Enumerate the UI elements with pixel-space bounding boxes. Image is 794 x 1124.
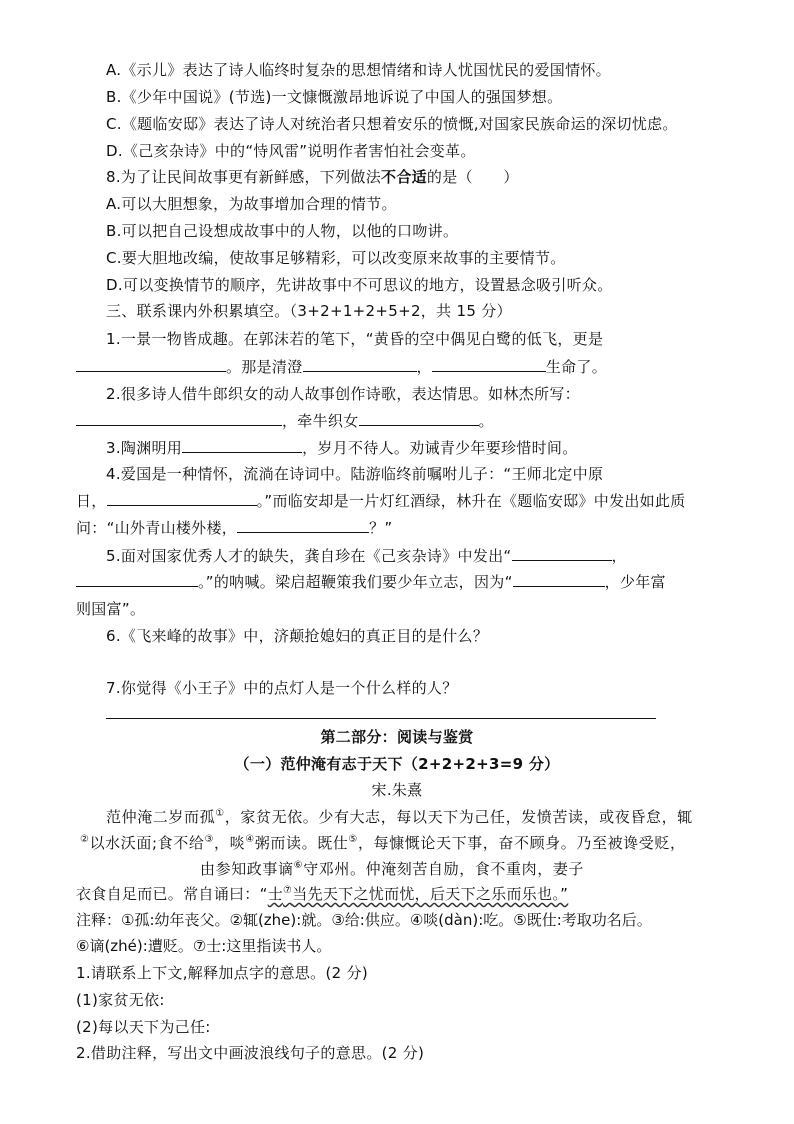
fill-q5-line2 (76, 572, 666, 592)
section-3-title: 三、联系课内外积累填空。（3+2+1+2+5+2，共 15 分） (106, 302, 512, 320)
passage-line-4 (76, 884, 568, 904)
fill-q4-line3 (76, 518, 392, 538)
q6-question: 6.《飞来峰的故事》中，济颠抢媳妇的真正目的是什么？ (106, 627, 489, 645)
passage-title: （一）范仲淹有志于天下（2+2+2+3=9 分） (234, 755, 560, 773)
fill-q3-text-b: ，岁月不待人。劝诫青少年要珍惜时间。 (302, 439, 578, 457)
q8-stem (106, 167, 519, 187)
wavy-underlined-sentence (268, 885, 569, 903)
q8-stem-end: 的是（ ） (426, 168, 519, 186)
blank-q3-1[interactable] (182, 438, 302, 453)
fill-q2-line1: 2.很多诗人借牛郎织女的动人故事创作诗歌，表达情思。如林杰所写： (106, 385, 580, 403)
blank-q2-1[interactable] (76, 411, 282, 426)
blank-q1-2[interactable] (303, 357, 417, 372)
q7-answer-line[interactable] (106, 718, 656, 719)
blank-q2-2[interactable] (359, 411, 479, 426)
blank-q5-2[interactable] (76, 572, 198, 587)
blank-q4-2[interactable] (237, 518, 369, 533)
fill-q4-text-d: 问：“山外青山楼外楼， (76, 519, 238, 537)
blank-q5-1[interactable] (512, 546, 612, 561)
fill-q5-text-c: 。”的呐喊。梁启超鞭策我们要少年立志，因为“ (198, 573, 513, 591)
blank-q1-1[interactable] (76, 357, 226, 372)
q8-option-a: A.可以大胆想象，为故事增加合理的情节。 (106, 195, 397, 213)
note-marker-7: ⑦ (283, 885, 293, 896)
passage-text: ，每慷慨论天下事，奋不顾身。乃至被谗受贬， (357, 834, 686, 852)
passage-text: 由参知政事谪 (200, 860, 294, 878)
reading-q2: 2.借助注释，写出文中画波浪线句子的意思。(2 分) (76, 1044, 425, 1062)
note-marker-4: ④ (245, 834, 255, 845)
fill-q5-text-a: 5.面对国家优秀人才的缺失，龚自珍在《己亥杂诗》中发出“ (106, 547, 512, 565)
passage-line-1 (106, 807, 693, 827)
reading-q1: 1.请联系上下文,解释加点字的意思。(2 分) (76, 964, 368, 982)
passage-text: 以水沃面;食不给 (89, 834, 205, 852)
fill-q3-line (106, 438, 578, 458)
fill-q4-line1: 4.爱国是一种情怀，流淌在诗词中。陆游临终前嘱咐儿子：“王师北定中原 (106, 465, 604, 483)
fill-q1-text-b: 。那是清澄 (226, 358, 303, 376)
fill-q1-line2 (76, 357, 607, 377)
passage-author: 宋.朱熹 (371, 781, 423, 799)
passage-text: 衣食自足而已。常自诵曰：“ (76, 885, 268, 903)
q8-option-b: B.可以把自己设想成故事中的人物，以他的口吻讲。 (106, 222, 459, 240)
fill-q5-line1 (106, 546, 627, 566)
fill-q2-text-c: 。 (478, 412, 494, 430)
passage-text: 士 (267, 885, 283, 903)
note-marker-6: ⑥ (293, 860, 304, 871)
fill-q5-text-b: ， (611, 547, 627, 565)
fill-q4-text-b: 日， (76, 492, 107, 510)
q7-option-a: A.《示儿》表达了诗人临终时复杂的思想情绪和诗人忧国忧民的爱国情怀。 (106, 61, 611, 79)
reading-q1-2: (2)每以天下为己任: (76, 1018, 211, 1036)
q7-option-c: C.《题临安邸》表达了诗人对统治者只想着安乐的愤慨,对国家民族命运的深切忧虑。 (106, 115, 678, 133)
q7-option-b: B.《少年中国说》(节选)一文慷慨激昂地诉说了中国人的强国梦想。 (106, 88, 563, 106)
q8-option-d: D.可以变换情节的顺序，先讲故事中不可思议的地方，设置悬念吸引听众。 (106, 276, 613, 294)
blank-q1-3[interactable] (432, 357, 546, 372)
passage-text: ，家贫无依。少有大志，每以天下为己任，发愤苦读，或夜昏怠，辄 (224, 808, 693, 826)
q7-option-d: D.《己亥杂诗》中的“恃风雷”说明作者害怕社会变革。 (106, 142, 476, 160)
q8-stem-text: 8.为了让民间故事更有新鲜感，下列做法 (106, 168, 382, 186)
notes-line-1: 注释：①孤:幼年丧父。②辄(zhe):就。③给:供应。④啖(dàn):吃。⑤既仕:考取功名后。 (76, 911, 652, 929)
fill-q1-text-d: 生命了。 (545, 358, 608, 376)
note-marker-3: ③ (204, 834, 215, 845)
passage-text: 粥而读。既仕 (254, 834, 349, 852)
note-marker-1: ① (215, 808, 225, 819)
fill-q5-text-d: ，少年富 (604, 573, 666, 591)
q7-question: 7.你觉得《小王子》中的点灯人是一个什么样的人？ (106, 679, 458, 697)
fill-q4-text-c: 。”而临安却是一片灯红酒绿，林升在《题临安邸》中发出如此质 (256, 492, 686, 510)
passage-line-3 (200, 859, 584, 879)
blank-q5-3[interactable] (513, 572, 605, 587)
passage-text: ，啖 (214, 834, 246, 852)
part-2-title: 第二部分：阅读与鉴赏 (320, 728, 474, 746)
reading-q1-1: (1)家贫无依: (76, 991, 165, 1009)
passage-text: 当先天下之忧而忧，后天下之乐而乐也。” (292, 885, 569, 903)
fill-q1-text-c: ， (416, 358, 432, 376)
fill-q4-line2 (76, 491, 686, 511)
fill-q2-text-b: ，牵牛织女 (282, 412, 359, 430)
blank-q4-1[interactable] (107, 491, 257, 506)
q8-stem-emphasis: 不合适 (381, 168, 427, 186)
passage-text: 守邓州。仲淹刻苦自励，食不重肉，妻子 (303, 860, 584, 878)
passage-text: 范仲淹二岁而孤 (106, 808, 216, 826)
fill-q3-text-a: 3.陶渊明用 (106, 439, 183, 457)
fill-q4-text-e: ？” (369, 519, 393, 537)
notes-line-2: ⑥谪(zhé):遭贬。⑦士:这里指读书人。 (76, 937, 332, 955)
fill-q1-line1: 1.一景一物皆成趣。在郭沫若的笔下，“黄昏的空中偶见白鹭的低飞，更是 (106, 330, 604, 348)
q8-option-c: C.要大胆地改编，使故事足够精彩，可以改变原来故事的主要情节。 (106, 249, 566, 267)
note-marker-2: ② (80, 834, 90, 845)
fill-q5-line3: 则国富”。 (76, 600, 146, 618)
passage-line-2 (80, 833, 686, 853)
fill-q2-line2 (76, 411, 494, 431)
note-marker-5: ⑤ (348, 834, 358, 845)
